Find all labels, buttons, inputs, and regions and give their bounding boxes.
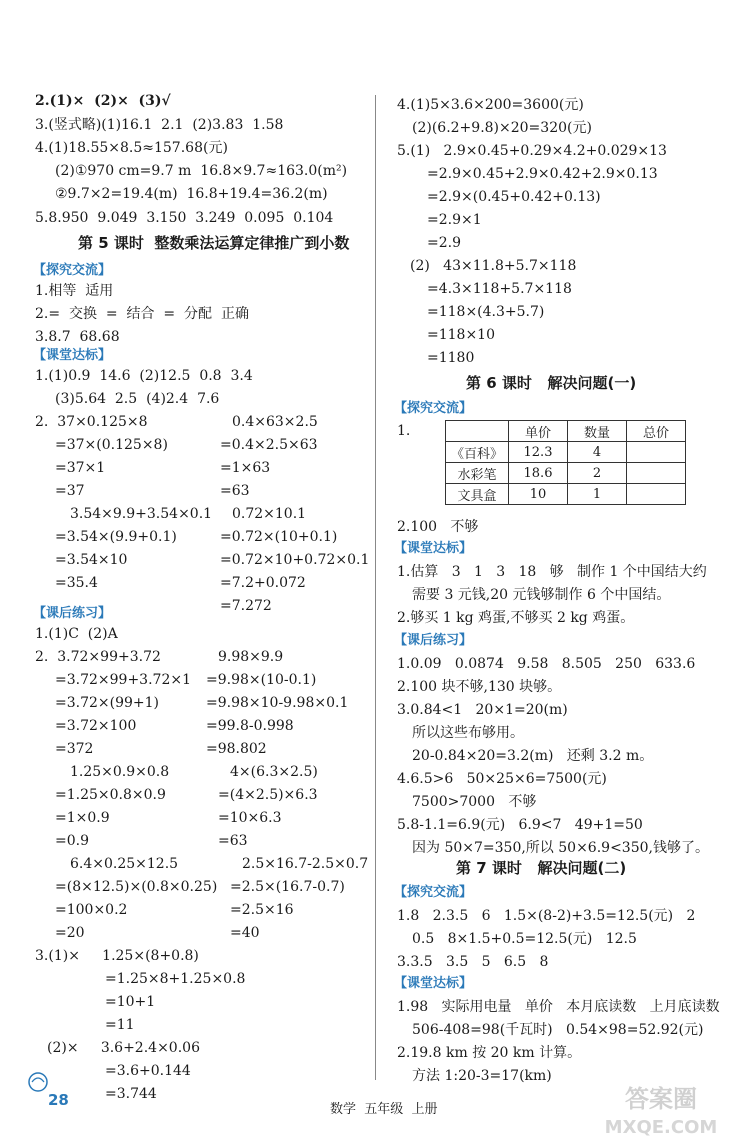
after-2a-8: =0.9 [55, 833, 89, 849]
class-2a-0: 2. 37×0.125×8 [35, 414, 148, 430]
after-2a-4: =372 [55, 741, 94, 757]
r-q5-1: =2.9×0.45+2.9×0.42+2.9×0.13 [427, 166, 658, 182]
r-class-1b: 需要 3 元钱,20 元钱够制作 6 个中国结。 [412, 587, 671, 603]
r-q5-3: =2.9×1 [427, 212, 482, 228]
svg-text:MXQE.COM: MXQE.COM [604, 1117, 718, 1138]
r-section-explore: 【探究交流】 [394, 401, 473, 416]
table-cell: 2 [568, 463, 627, 484]
r-after-4a: 4.6.5>6 50×25×6=7500(元) [397, 771, 607, 787]
r-class2-3: 2.19.8 km 按 20 km 计算。 [397, 1045, 582, 1061]
r-q5-0: 5.(1) 2.9×0.45+0.29×4.2+0.029×13 [397, 143, 667, 159]
table-cell: 《百科》 [446, 442, 509, 463]
r-q4-1: 4.(1)5×3.6×200=3600(元) [397, 97, 584, 113]
class-2a-2: =37×1 [55, 460, 106, 476]
r-q5-7: =118×(4.3+5.7) [427, 304, 545, 320]
r-after-3c: 20-0.84×20=3.2(m) 还剩 3.2 m。 [412, 748, 654, 764]
after-2a-12: =20 [55, 925, 85, 941]
page-number: 28 [48, 1091, 69, 1109]
table-cell: 10 [509, 484, 568, 505]
r-section-after: 【课后练习】 [394, 633, 473, 648]
r-explore2-3: 3.3.5 3.5 5 6.5 8 [397, 954, 549, 970]
after-2a-10: =(8×12.5)×(0.8×0.25) [55, 879, 218, 895]
after-2b-4: =98.802 [206, 741, 267, 757]
table-cell: 18.6 [509, 463, 568, 484]
after-2b-10: =2.5×(16.7-0.7) [230, 879, 345, 895]
table-cell [627, 484, 686, 505]
watermark-logo [586, 1079, 736, 1141]
after-3-5: =3.6+0.144 [105, 1063, 191, 1079]
after-2a-9: 6.4×0.25×12.5 [70, 856, 179, 872]
table-header-row [446, 421, 686, 442]
r-after-4b: 7500>7000 不够 [412, 794, 537, 810]
after-2a-1: =3.72×99+3.72×1 [55, 672, 191, 688]
r-section-class-2: 【课堂达标】 [394, 976, 473, 991]
ans-5: 5.8.950 9.049 3.150 3.249 0.095 0.104 [35, 210, 334, 226]
class-1a: 1.(1)0.9 14.6 (2)12.5 0.8 3.4 [35, 368, 253, 384]
footer-text: 数学 五年级 上册 [330, 1102, 438, 1117]
class-2a-1: =37×(0.125×8) [55, 437, 168, 453]
r-q5-6: =4.3×118+5.7×118 [427, 281, 572, 297]
r-section-class: 【课堂达标】 [394, 541, 473, 556]
after-3-3: =11 [105, 1017, 135, 1033]
after-2a-0: 2. 3.72×99+3.72 [35, 649, 161, 665]
section-explore: 【探究交流】 [33, 263, 112, 278]
class-2b-8: =7.272 [220, 598, 272, 614]
class-2a-3: =37 [55, 483, 85, 499]
r-after-3b: 所以这些布够用。 [412, 725, 524, 741]
r-class-1a: 1.估算 3 1 3 18 够 制作 1 个中国结大约 [397, 564, 707, 580]
table-cell: 文具盒 [446, 484, 509, 505]
class-2a-5: =3.54×(9.9+0.1) [55, 529, 177, 545]
r-after-1: 1.0.09 0.0874 9.58 8.505 250 633.6 [397, 656, 696, 672]
r-after-5a: 5.8-1.1=6.9(元) 6.9<7 49+1=50 [397, 817, 643, 833]
after-2b-1: =9.98×(10-0.1) [206, 672, 317, 688]
r-explore2-1: 1.8 2.3.5 6 1.5×(8-2)+3.5=12.5(元) 2 [397, 908, 696, 924]
class-2a-4: 3.54×9.9+3.54×0.1 [70, 506, 213, 522]
after-2b-5: 4×(6.3×2.5) [230, 764, 318, 780]
table-cell: 水彩笔 [446, 463, 509, 484]
r-q5-4: =2.9 [427, 235, 461, 251]
ans-4-2a: (2)①970 cm=9.7 m 16.8×9.7≈163.0(m²) [55, 163, 348, 179]
after-2a-3: =3.72×100 [55, 718, 137, 734]
r-section-explore-2: 【探究交流】 [394, 885, 473, 900]
explore-2: 2.= 交换 = 结合 = 分配 正确 [35, 306, 249, 322]
ans-2: 2.(1)× (2)× (3)√ [35, 93, 171, 109]
after-1: 1.(1)C (2)A [35, 626, 118, 642]
class-2b-0: 0.4×63×2.5 [232, 414, 318, 430]
r-class2-1: 1.98 实际用电量 单价 本月底读数 上月底读数 [397, 999, 720, 1015]
ans-4-2b: ②9.7×2=19.4(m) 16.8+19.4=36.2(m) [55, 186, 328, 202]
table-cell [627, 463, 686, 484]
class-2b-6: =0.72×10+0.72×0.1 [220, 552, 370, 568]
class-2b-7: =7.2+0.072 [220, 575, 306, 591]
ans-3: 3.(竖式略)(1)16.1 2.1 (2)3.83 1.58 [35, 117, 284, 133]
r-after-2: 2.100 块不够,130 块够。 [397, 679, 562, 695]
after-2b-6: =(4×2.5)×6.3 [218, 787, 318, 803]
after-3-4: (2)× 3.6+2.4×0.06 [47, 1040, 200, 1056]
explore-3: 3.8.7 68.68 [35, 329, 120, 345]
after-2b-7: =10×6.3 [218, 810, 282, 826]
class-2b-3: =63 [220, 483, 250, 499]
after-2b-9: 2.5×16.7-2.5×0.7 [242, 856, 369, 872]
table-header-cell: 单价 [509, 421, 568, 442]
r-q5-9: =1180 [427, 350, 475, 366]
after-3-0: 3.(1)× 1.25×(8+0.8) [35, 948, 199, 964]
r-class2-2: 506-408=98(千瓦时) 0.54×98=52.92(元) [412, 1022, 704, 1038]
r-q4-2: (2)(6.2+9.8)×20=320(元) [412, 120, 592, 136]
r-explore-2: 2.100 不够 [397, 519, 479, 535]
r-class2-4: 方法 1:20-3=17(km) [412, 1068, 552, 1084]
after-2b-2: =9.98×10-9.98×0.1 [206, 695, 349, 711]
after-2a-7: =1×0.9 [55, 810, 110, 826]
class-2b-5: =0.72×(10+0.1) [220, 529, 338, 545]
after-2a-6: =1.25×0.8×0.9 [55, 787, 166, 803]
column-divider [375, 95, 376, 1080]
class-2a-7: =35.4 [55, 575, 98, 591]
after-3-2: =10+1 [105, 994, 156, 1010]
after-2a-5: 1.25×0.9×0.8 [70, 764, 170, 780]
r-explore2-2: 0.5 8×1.5+0.5=12.5(元) 12.5 [412, 931, 637, 947]
class-1b: (3)5.64 2.5 (4)2.4 7.6 [55, 391, 220, 407]
r-after-5b: 因为 50×7=350,所以 50×6.9<350,钱够了。 [412, 840, 709, 856]
table-header-cell: 数量 [568, 421, 627, 442]
after-2b-8: =63 [218, 833, 248, 849]
r-class-2: 2.够买 1 kg 鸡蛋,不够买 2 kg 鸡蛋。 [397, 610, 635, 626]
table-cell: 12.3 [509, 442, 568, 463]
lesson-5-title: 第 5 课时 整数乘法运算定律推广到小数 [78, 234, 350, 252]
table-row [446, 442, 686, 463]
table-cell [446, 421, 509, 442]
after-3-1: =1.25×8+1.25×0.8 [105, 971, 246, 987]
explore-1: 1.相等 适用 [35, 283, 114, 299]
r-q5-8: =118×10 [427, 327, 495, 343]
after-2b-3: =99.8-0.998 [206, 718, 294, 734]
after-2b-0: 9.98×9.9 [218, 649, 284, 665]
price-table [445, 420, 686, 505]
table-cell: 4 [568, 442, 627, 463]
after-3-6: =3.744 [105, 1086, 157, 1102]
r-q5-2: =2.9×(0.45+0.42+0.13) [427, 189, 601, 205]
table-cell: 1 [568, 484, 627, 505]
section-class: 【课堂达标】 [33, 348, 112, 363]
svg-text:答案圈: 答案圈 [625, 1085, 697, 1113]
table-cell [627, 442, 686, 463]
table-row [446, 484, 686, 505]
class-2b-4: 0.72×10.1 [232, 506, 307, 522]
ans-4-1: 4.(1)18.55×8.5≈157.68(元) [35, 140, 228, 156]
class-2b-1: =0.4×2.5×63 [220, 437, 318, 453]
class-2b-2: =1×63 [220, 460, 271, 476]
r-table-q-label: 1. [397, 423, 411, 439]
table-row [446, 463, 686, 484]
r-q5-5: (2) 43×11.8+5.7×118 [410, 258, 577, 274]
after-2a-11: =100×0.2 [55, 902, 128, 918]
lesson-7-title: 第 7 课时 解决问题(二) [456, 859, 627, 877]
after-2a-2: =3.72×(99+1) [55, 695, 160, 711]
class-2a-6: =3.54×10 [55, 552, 128, 568]
table-header-cell: 总价 [627, 421, 686, 442]
after-2b-12: =40 [230, 925, 260, 941]
r-after-3a: 3.0.84<1 20×1=20(m) [397, 702, 568, 718]
after-2b-11: =2.5×16 [230, 902, 294, 918]
section-after: 【课后练习】 [33, 606, 112, 621]
lesson-6-title: 第 6 课时 解决问题(一) [466, 374, 637, 392]
